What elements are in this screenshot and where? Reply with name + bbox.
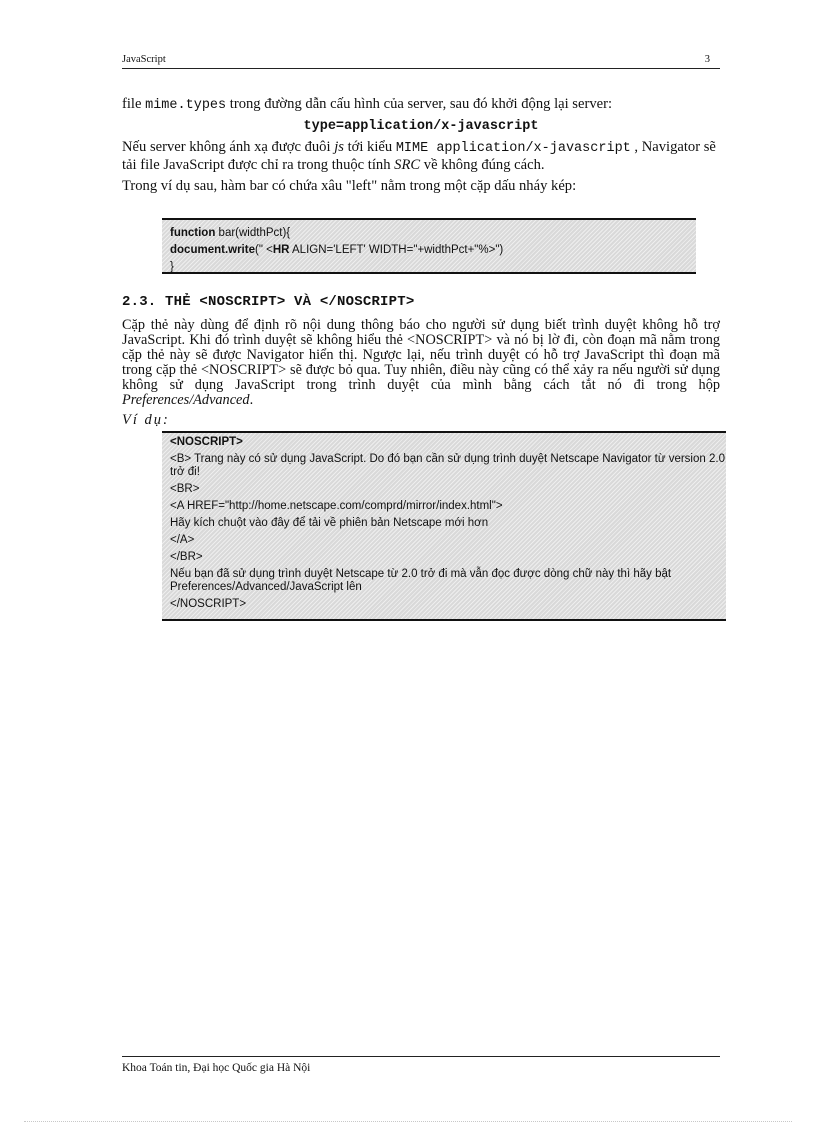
code1-line1-rest: bar(widthPct){ — [215, 227, 291, 239]
p2-d: về không đúng cách. — [420, 157, 545, 173]
paragraph-noscript — [122, 318, 720, 408]
code2-line8: Nếu bạn đã sử dụng trình duyệt Netscape từ 2.0 trở đi mà vẫn đọc được dòng chữ này thì hãy bật Preferences/Advanced/JavaScript lên — [170, 568, 672, 593]
code-box-bar-function — [162, 218, 696, 274]
p1-code: mime.types — [145, 98, 227, 113]
code2-line1: <NOSCRIPT> — [170, 436, 243, 448]
code2-line7: </BR> — [170, 551, 203, 563]
p2-b: tới kiểu — [343, 139, 396, 155]
type-line: type=application/x-javascript — [303, 119, 539, 134]
example-label: Ví dụ: — [122, 412, 170, 428]
code2-line3: <BR> — [170, 483, 200, 495]
p2-js: js — [334, 139, 344, 155]
code1-line2-mid: (" < — [254, 244, 273, 256]
p4-b: . — [249, 392, 254, 408]
p4-a: Cặp thẻ này dùng để định rõ nội dung thông báo cho người sử dụng biết trình duyệt không hỗ trợ JavaScript. Khi đó trình duyệt sẽ không hiểu thẻ <NOSCRIPT> và nó bị lờ đi, còn đoạn mã nằm trong cặp thẻ này sẽ được Navigator hiển thị. Ngược lại, nếu trình duyệt có hỗ trợ JavaScript thì đoạn mã trong cặp thẻ <NOSCRIPT> sẽ được bỏ qua. Tuy nhiên, điều này cũng có thể xảy ra nếu người sử dụng không sử dụng JavaScript trong trình duyệt của mình bằng cách tắt nó đi trong hộp — [122, 317, 720, 393]
paragraph-example-intro: Trong ví dụ sau, hàm bar có chứa xâu "left" nằm trong một cặp dấu nháy kép: — [122, 178, 577, 194]
paragraph-server-mapping — [122, 139, 720, 174]
header-title: JavaScript — [122, 54, 166, 65]
code1-hr-tag: HR — [272, 244, 290, 256]
p2-mime: MIME — [395, 141, 429, 156]
code-box-noscript-example — [162, 431, 726, 621]
code2-line4: <A HREF="http://home.netscape.com/comprd/mirror/index.html"> — [170, 500, 503, 512]
code1-line2 — [170, 242, 696, 259]
code2-line9: </NOSCRIPT> — [170, 598, 247, 610]
paragraph-mime-types — [122, 96, 720, 114]
section-heading: 2.3. THẺ <NOSCRIPT> VÀ </NOSCRIPT> — [122, 294, 415, 310]
p2-src: SRC — [394, 157, 421, 173]
page-number: 3 — [704, 54, 710, 65]
p1-post: trong đường dẫn cấu hình của server, sau đó khởi động lại server: — [226, 96, 613, 112]
p2-mime-value: application/x-javascript — [428, 141, 631, 156]
p1-pre: file — [122, 96, 146, 112]
code1-keyword-function: function — [170, 227, 216, 239]
code2-line2: <B> Trang này có sử dụng JavaScript. Do đó bạn cần sử dụng trình duyệt Netscape Navigator từ version 2.0 trở đi! — [170, 453, 725, 478]
p2-a: Nếu server không ánh xạ được đuôi — [122, 139, 335, 155]
code1-keyword-document-write: document.write — [170, 244, 255, 256]
page-footer: Khoa Toán tin, Đại học Quốc gia Hà Nội — [122, 1056, 720, 1075]
code2-line5: Hãy kích chuột vào đây để tải về phiên bản Netscape mới hơn — [170, 517, 489, 529]
code1-line2-rest: ALIGN='LEFT' WIDTH="+widthPct+"%>") — [289, 244, 504, 256]
p2-c: , Navigator sẽ tải file JavaScript được chỉ ra trong thuộc tính — [122, 139, 716, 173]
p4-preferences: Preferences/Advanced — [122, 392, 250, 408]
code2-line6: </A> — [170, 534, 195, 546]
code1-line1 — [170, 225, 696, 242]
page-header — [122, 54, 720, 69]
code1-line3: } — [170, 261, 174, 273]
